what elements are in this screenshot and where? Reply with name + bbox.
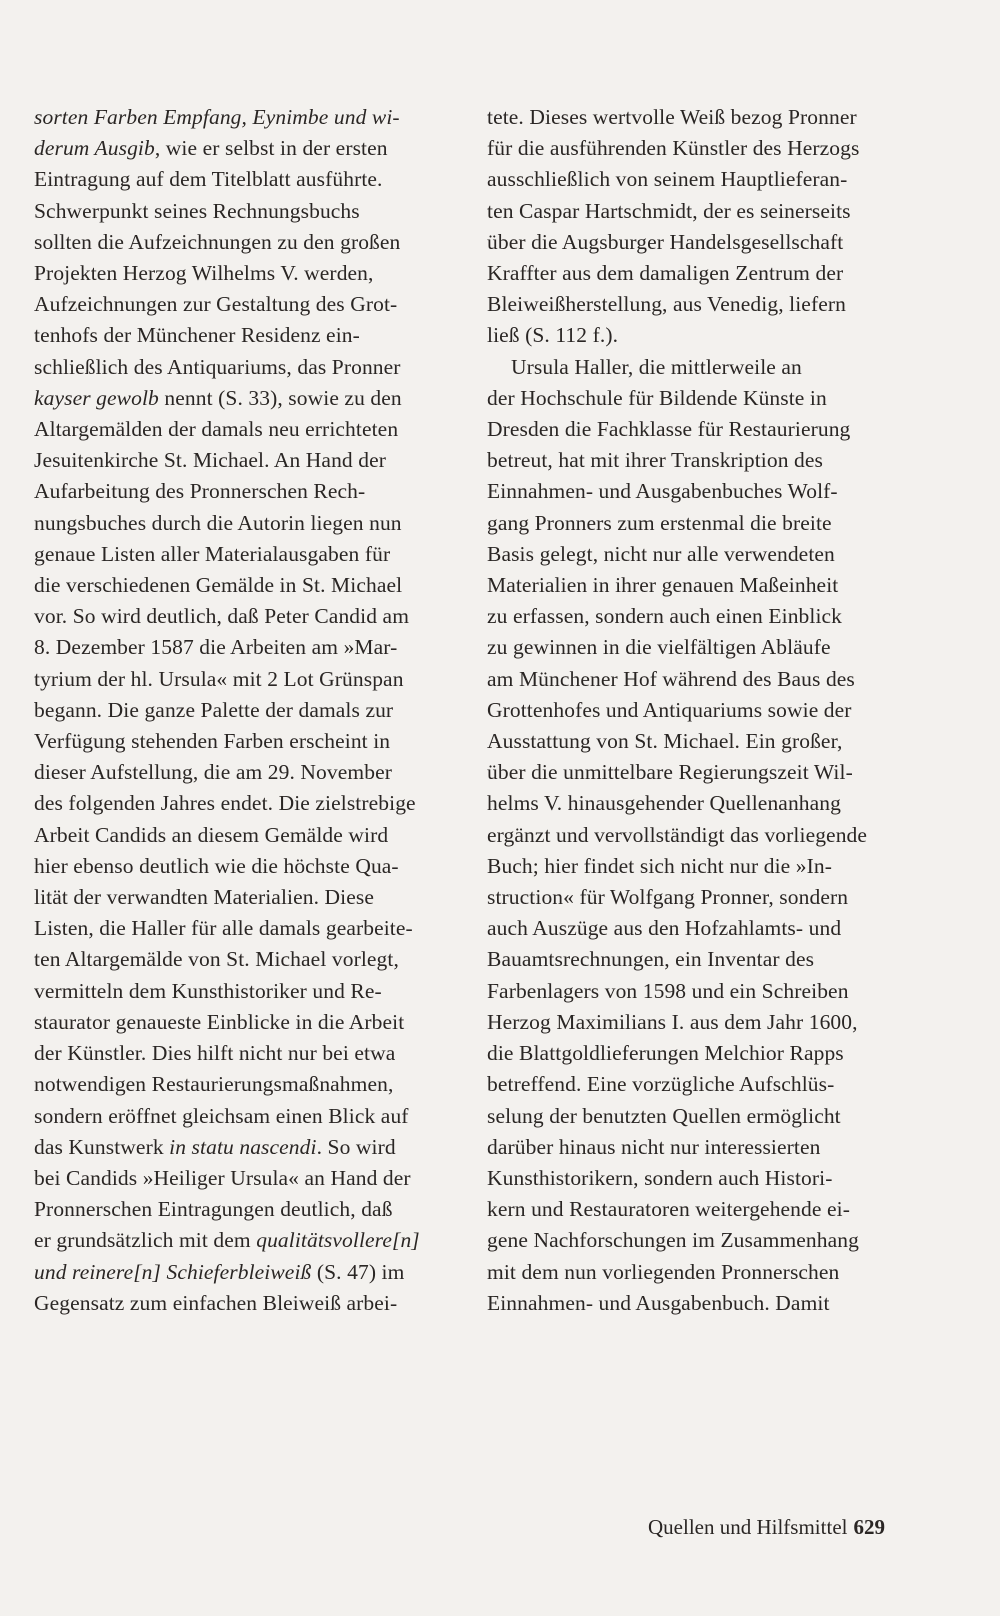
text-line — [34, 1007, 454, 1038]
text-line — [34, 1069, 454, 1100]
text-run: genaue Listen aller Materialausgaben für — [34, 541, 391, 566]
text-line — [487, 476, 927, 507]
text-line — [34, 601, 454, 632]
text-run: Projekten Herzog Wilhelms V. werden, — [34, 261, 374, 286]
text-line — [487, 944, 927, 975]
text-run: staurator genaueste Einblicke in die Arbeit — [34, 1009, 405, 1034]
text-line — [34, 476, 454, 507]
text-line — [34, 1038, 454, 1069]
italic-text: qualitätsvollere[n] — [256, 1228, 420, 1253]
text-run: Herzog Maximilians I. aus dem Jahr 1600, — [487, 1009, 858, 1034]
text-line — [34, 976, 454, 1007]
text-run: Ausstattung von St. Michael. Ein großer, — [487, 729, 843, 754]
text-run: Einnahmen- und Ausgabenbuches Wolf- — [487, 479, 838, 504]
text-line — [487, 1132, 927, 1163]
text-run: gang Pronners zum erstenmal die breite — [487, 510, 832, 535]
text-run: helms V. hinausgehender Quellenanhang — [487, 791, 841, 816]
text-line — [487, 1007, 927, 1038]
text-line — [34, 726, 454, 757]
text-line — [487, 164, 927, 195]
text-line — [34, 1257, 454, 1288]
text-line — [487, 102, 927, 133]
text-run: Verfügung stehenden Farben erscheint in — [34, 729, 391, 754]
text-line — [34, 757, 454, 788]
text-line — [34, 133, 454, 164]
text-run: über die unmittelbare Regierungszeit Wil- — [487, 760, 853, 785]
text-line — [34, 196, 454, 227]
text-line — [487, 1194, 927, 1225]
text-run: über die Augsburger Handelsgesellschaft — [487, 229, 844, 254]
text-run: Buch; hier findet sich nicht nur die »In- — [487, 853, 833, 878]
text-line — [487, 601, 927, 632]
text-run: Grottenhofes und Antiquariums sowie der — [487, 697, 852, 722]
text-run: sondern eröffnet gleichsam einen Blick auf — [34, 1103, 409, 1128]
text-run: Ursula Haller, die mittlerweile an — [511, 354, 802, 379]
text-line — [34, 913, 454, 944]
text-run: bei Candids »Heiliger Ursula« an Hand der — [34, 1165, 411, 1190]
text-run: , wie er selbst in der ersten — [154, 136, 388, 161]
text-line — [487, 1038, 927, 1069]
text-line — [487, 414, 927, 445]
text-line — [34, 851, 454, 882]
text-line — [34, 539, 454, 570]
text-run: vermitteln dem Kunsthistoriker und Re- — [34, 978, 382, 1003]
text-run: ten Caspar Hartschmidt, der es seinerseits — [487, 198, 851, 223]
text-line — [34, 383, 454, 414]
text-line — [487, 820, 927, 851]
text-line — [34, 320, 454, 351]
text-line — [34, 445, 454, 476]
text-run: struction« für Wolfgang Pronner, sondern — [487, 885, 849, 910]
text-run: des folgenden Jahres endet. Die zielstrebige — [34, 791, 416, 816]
text-run: Listen, die Haller für alle damals gearbeite- — [34, 916, 413, 941]
text-run: ausschließlich von seinem Hauptlieferan- — [487, 167, 848, 192]
text-run: Jesuitenkirche St. Michael. An Hand der — [34, 448, 386, 473]
text-run: der Künstler. Dies hilft nicht nur bei etwa — [34, 1041, 396, 1066]
text-run: Bauamtsrechnungen, ein Inventar des — [487, 947, 815, 972]
text-line — [34, 1288, 454, 1319]
text-run: die verschiedenen Gemälde in St. Michael — [34, 573, 403, 598]
text-run: ergänzt und vervollständigt das vorliegende — [487, 822, 868, 847]
text-line — [487, 539, 927, 570]
text-line — [34, 820, 454, 851]
text-line — [487, 570, 927, 601]
text-line — [34, 164, 454, 195]
running-footer — [648, 1515, 885, 1540]
text-line — [487, 445, 927, 476]
text-run: ten Altargemälde von St. Michael vorlegt, — [34, 947, 399, 972]
text-line — [487, 664, 927, 695]
text-run: Aufarbeitung des Pronnerschen Rech- — [34, 479, 366, 504]
text-line — [487, 196, 927, 227]
text-line — [487, 383, 927, 414]
text-run: betreffend. Eine vorzügliche Aufschlüs- — [487, 1072, 835, 1097]
text-line — [487, 788, 927, 819]
text-run: Arbeit Candids an diesem Gemälde wird — [34, 822, 389, 847]
text-line — [34, 1163, 454, 1194]
text-run: hier ebenso deutlich wie die höchste Qua- — [34, 853, 399, 878]
text-run: tete. Dieses wertvolle Weiß bezog Pronner — [487, 105, 857, 129]
text-run: gene Nachforschungen im Zusammenhang — [487, 1228, 859, 1253]
italic-text: sorten Farben Empfang, Eynimbe und wi- — [34, 105, 400, 129]
text-run: zu gewinnen in die vielfältigen Abläufe — [487, 635, 831, 660]
text-line — [487, 133, 927, 164]
text-line — [34, 258, 454, 289]
italic-text: derum Ausgib — [34, 136, 155, 161]
text-run: Materialien in ihrer genauen Maßeinheit — [487, 573, 839, 598]
text-line — [34, 508, 454, 539]
text-line — [34, 227, 454, 258]
italic-text: kayser gewolb — [34, 385, 159, 410]
text-line — [487, 976, 927, 1007]
text-line — [487, 258, 927, 289]
text-line — [34, 944, 454, 975]
left-column — [34, 102, 454, 1319]
text-line — [487, 851, 927, 882]
text-line — [487, 289, 927, 320]
text-line — [487, 1225, 927, 1256]
text-line — [487, 913, 927, 944]
page-number: 629 — [853, 1515, 885, 1539]
text-run: vor. So wird deutlich, daß Peter Candid am — [34, 604, 410, 629]
text-run: nennt (S. 33), sowie zu den — [158, 385, 402, 410]
text-run: Einnahmen- und Ausgabenbuch. Damit — [487, 1290, 830, 1315]
text-run: sollten die Aufzeichnungen zu den großen — [34, 229, 401, 254]
text-run: dieser Aufstellung, die am 29. November — [34, 760, 392, 785]
text-line — [34, 664, 454, 695]
text-line — [487, 508, 927, 539]
text-run: Kraffter aus dem damaligen Zentrum der — [487, 261, 844, 286]
text-line — [487, 1288, 927, 1319]
text-run: der Hochschule für Bildende Künste in — [487, 385, 827, 410]
text-run: zu erfassen, sondern auch einen Einblick — [487, 604, 843, 629]
text-run: selung der benutzten Quellen ermöglicht — [487, 1103, 841, 1128]
text-run: darüber hinaus nicht nur interessierten — [487, 1134, 821, 1159]
text-run: Bleiweißherstellung, aus Venedig, liefern — [487, 292, 846, 317]
text-line — [487, 227, 927, 258]
text-line — [34, 1101, 454, 1132]
text-run: Pronnerschen Eintragungen deutlich, daß — [34, 1197, 393, 1222]
text-run: Schwerpunkt seines Rechnungsbuchs — [34, 198, 360, 223]
text-line — [34, 1225, 454, 1256]
italic-text: und reinere[n] Schieferbleiweiß — [34, 1259, 312, 1284]
text-line — [34, 695, 454, 726]
text-line — [34, 570, 454, 601]
text-run: Aufzeichnungen zur Gestaltung des Grot- — [34, 292, 398, 317]
text-run: tyrium der hl. Ursula« mit 2 Lot Grünspan — [34, 666, 404, 691]
text-line — [487, 757, 927, 788]
text-line — [34, 102, 454, 133]
text-run: die Blattgoldlieferungen Melchior Rapps — [487, 1041, 844, 1066]
text-run: am Münchener Hof während des Baus des — [487, 666, 855, 691]
text-run: ließ (S. 112 f.). — [487, 323, 619, 348]
text-run: (S. 47) im — [311, 1259, 405, 1284]
text-line — [487, 320, 927, 351]
text-line — [34, 882, 454, 913]
text-run: auch Auszüge aus den Hofzahlamts- und — [487, 916, 842, 941]
text-line — [34, 632, 454, 663]
text-line — [487, 882, 927, 913]
text-run: kern und Restauratoren weitergehende ei- — [487, 1197, 850, 1222]
text-line — [34, 289, 454, 320]
text-run: schließlich des Antiquariums, das Pronner — [34, 354, 401, 379]
text-line — [487, 352, 927, 383]
text-run: lität der verwandten Materialien. Diese — [34, 885, 374, 910]
text-run: notwendigen Restaurierungsmaßnahmen, — [34, 1072, 394, 1097]
text-line — [34, 414, 454, 445]
text-run: Dresden die Fachklasse für Restaurierung — [487, 417, 851, 442]
right-column — [487, 102, 927, 1319]
text-run: nungsbuches durch die Autorin liegen nun — [34, 510, 402, 535]
text-run: Farbenlagers von 1598 und ein Schreiben — [487, 978, 849, 1003]
text-line — [487, 1257, 927, 1288]
text-run: begann. Die ganze Palette der damals zur — [34, 697, 394, 722]
text-run: . So wird — [316, 1134, 396, 1159]
text-line — [34, 352, 454, 383]
text-line — [34, 788, 454, 819]
text-line — [487, 726, 927, 757]
footer-section-title: Quellen und Hilfsmittel — [648, 1515, 848, 1539]
text-line — [487, 1101, 927, 1132]
text-run: er grundsätzlich mit dem — [34, 1228, 257, 1253]
text-run: mit dem nun vorliegenden Pronnerschen — [487, 1259, 840, 1284]
text-run: tenhofs der Münchener Residenz ein- — [34, 323, 360, 348]
text-run: Kunsthistorikern, sondern auch Histori- — [487, 1165, 833, 1190]
text-line — [34, 1132, 454, 1163]
text-run: das Kunstwerk — [34, 1134, 170, 1159]
text-run: für die ausführenden Künstler des Herzogs — [487, 136, 860, 161]
text-line — [487, 695, 927, 726]
text-run: Gegensatz zum einfachen Bleiweiß arbei- — [34, 1290, 398, 1315]
text-run: 8. Dezember 1587 die Arbeiten am »Mar- — [34, 635, 398, 660]
text-line — [487, 1069, 927, 1100]
italic-text: in statu nascendi — [169, 1134, 317, 1159]
text-line — [487, 632, 927, 663]
text-run: Basis gelegt, nicht nur alle verwendeten — [487, 541, 835, 566]
text-line — [34, 1194, 454, 1225]
text-run: betreut, hat mit ihrer Transkription des — [487, 448, 824, 473]
text-run: Altargemälden der damals neu errichteten — [34, 417, 399, 442]
text-run: Eintragung auf dem Titelblatt ausführte. — [34, 167, 383, 192]
text-line — [487, 1163, 927, 1194]
